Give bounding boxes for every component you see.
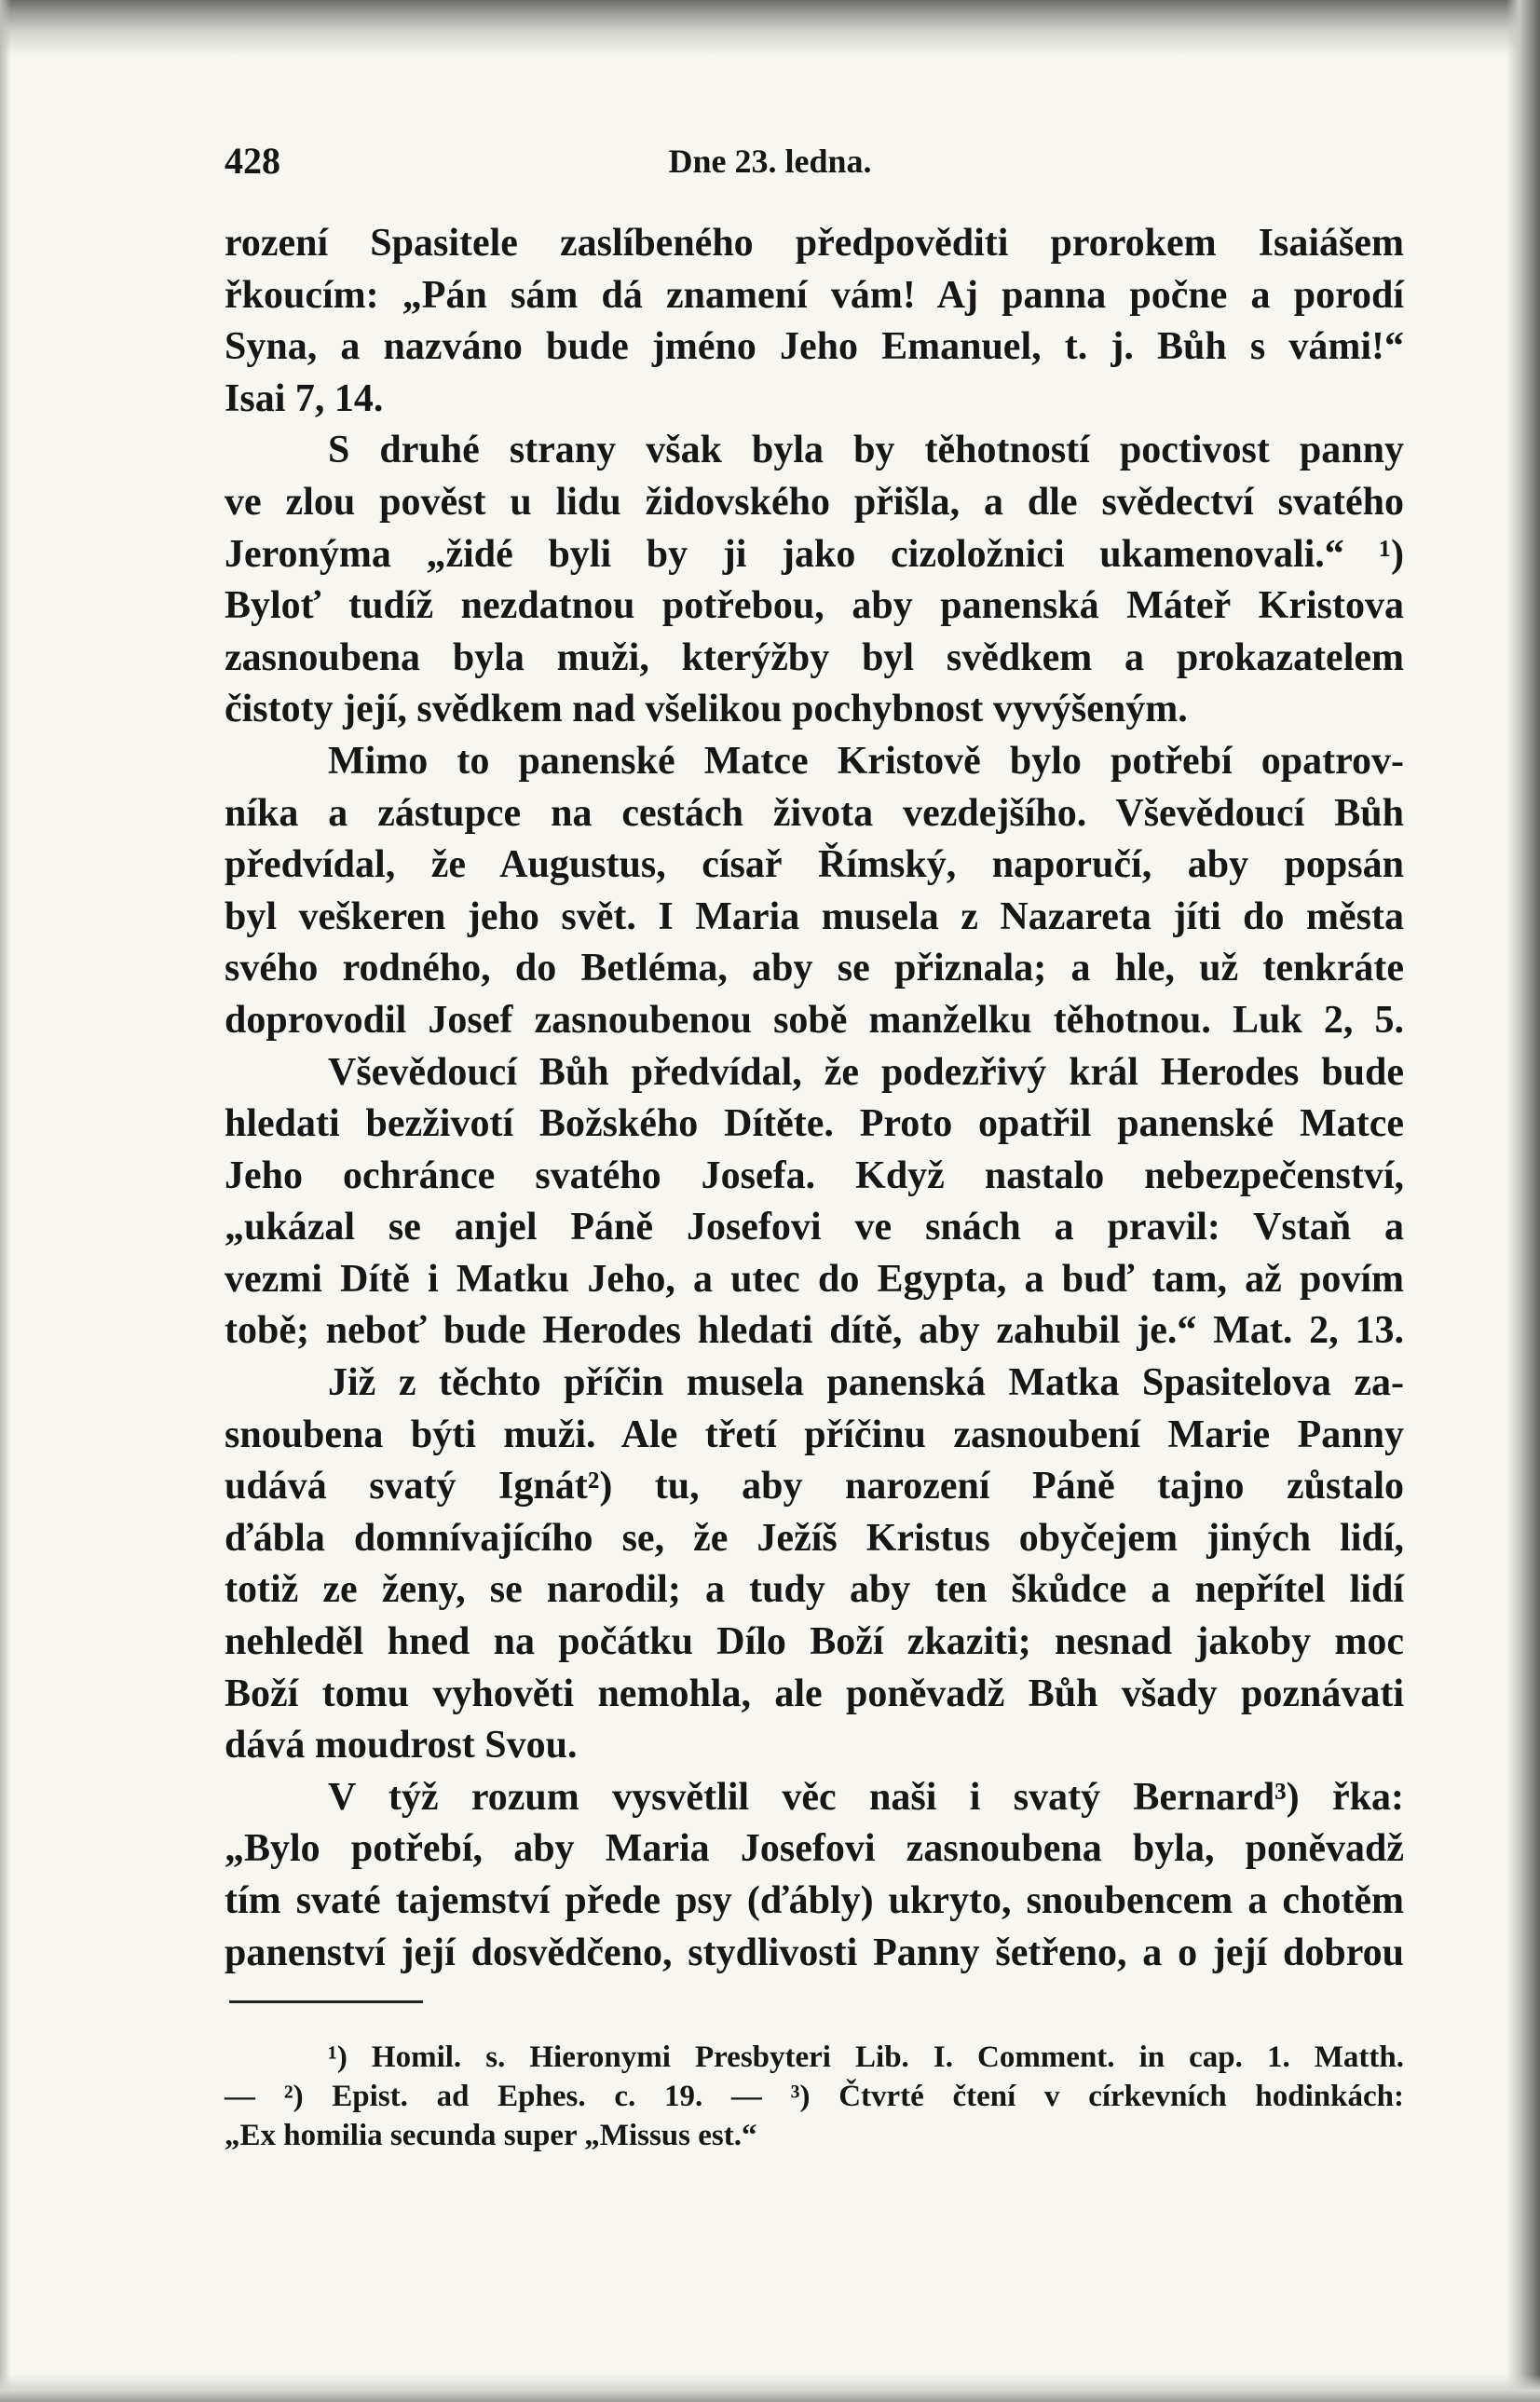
text-line: ďábla domnívajícího se, že Ježíš Kristus obyčejem jiných lidí, (225, 1516, 1404, 1560)
scan-shadow-top (0, 0, 1540, 56)
text-line: rození Spasitele zaslíbeného předpověditi prorokem Isaiášem (225, 222, 1404, 265)
text-line: „ukázal se anjel Páně Josefovi ve snách a pravil: Vstaň a (225, 1206, 1404, 1249)
text-line: Isai 7, 14. (225, 376, 384, 420)
text-line: řkoucím: „Pán sám dá znamení vám! Aj panna počne a porodí (225, 273, 1404, 317)
text-line: doprovodil Josef zasnoubenou sobě manželku těhotnou. Luk 2, 5. (225, 998, 1404, 1042)
text-line: svého rodného, do Betléma, aby se přiznala; a hle, už tenkráte (225, 947, 1404, 990)
text-line: V týž rozum vysvětlil věc naši i svatý Bernard³) řka: (328, 1775, 1404, 1819)
scan-shadow-right (1506, 0, 1540, 2402)
text-line: Již z těchto příčin musela panenská Matka Spasitelova za- (328, 1361, 1404, 1405)
text-line: totiž ze ženy, se narodil; a tudy aby ten škůdce a nepřítel lidí (225, 1568, 1404, 1612)
page-number: 428 (225, 140, 280, 182)
text-line: udává svatý Ignát²) tu, aby narození Páně tajno zůstalo (225, 1465, 1404, 1508)
footnote-line: „Ex homilia secunda super „Missus est.“ (225, 2119, 757, 2152)
text-line: vezmi Dítě i Matku Jeho, a utec do Egypta, a buď tam, až povím (225, 1257, 1404, 1301)
footnote-rule (229, 2000, 423, 2003)
body-text (225, 218, 1404, 1979)
text-line: níka a zástupce na cestách života vezdejšího. Vševědoucí Bůh (225, 791, 1404, 835)
text-line: dává moudrost Svou. (225, 1724, 578, 1767)
text-line: Mimo to panenské Matce Kristově bylo potřebí opatrov- (328, 739, 1404, 783)
footnote-line: — ²) Epist. ad Ephes. c. 19. — ³) Čtvrté čtení v církevních hodinkách: (225, 2080, 1404, 2113)
text-line: Vševědoucí Bůh předvídal, že podezřivý král Herodes bude (328, 1050, 1404, 1094)
text-line: hledati bezživotí Božského Dítěte. Proto opatřil panenské Matce (225, 1102, 1404, 1146)
footnote-line: ¹) Homil. s. Hieronymi Presbyteri Lib. I. Comment. in cap. 1. Matth. (328, 2040, 1404, 2074)
text-line: tobě; neboť bude Herodes hledati dítě, aby zahubil je.“ Mat. 2, 13. (225, 1309, 1404, 1353)
footnotes (225, 2038, 1404, 2155)
text-line: byl veškeren jeho svět. I Maria musela z Nazareta jíti do města (225, 894, 1404, 938)
text-line: zasnoubena byla muži, kterýžby byl svědkem a prokazatelem (225, 635, 1404, 679)
text-line: čistoty její, svědkem nad všelikou pochybnost vyvýšeným. (225, 688, 1188, 731)
text-line: Jeronýma „židé byli by ji jako cizoložnici ukamenovali.“ ¹) (225, 532, 1404, 576)
running-head: Dne 23. ledna. (668, 143, 872, 180)
scan-shadow-bottom (0, 2374, 1540, 2402)
text-line: „Bylo potřebí, aby Maria Josefovi zasnoubena byla, poněvadž (225, 1827, 1404, 1871)
text-line: snoubena býti muži. Ale třetí příčinu zasnoubení Marie Panny (225, 1413, 1404, 1456)
text-line: Syna, a nazváno bude jméno Jeho Emanuel, t. j. Bůh s vámi!“ (225, 325, 1404, 369)
text-line: ve zlou pověst u lidu židovského přišla, a dle svědectví svatého (225, 480, 1404, 524)
text-line: Jeho ochránce svatého Josefa. Když nastalo nebezpečenství, (225, 1153, 1404, 1197)
text-line: S druhé strany však byla by těhotností poctivost panny (328, 429, 1404, 472)
text-line: Boží tomu vyhověti nemohla, ale poněvadž Bůh všady poznávati (225, 1672, 1404, 1715)
text-line: předvídal, že Augustus, císař Římský, naporučí, aby popsán (225, 843, 1404, 887)
text-line: panenství její dosvědčeno, stydlivosti Panny šetřeno, a o její dobrou (225, 1931, 1404, 1974)
scan-shadow-left (0, 0, 11, 2402)
text-line: tím svaté tajemství přede psy (ďábly) ukryto, snoubencem a chotěm (225, 1879, 1404, 1922)
text-line: nehleděl hned na počátku Dílo Boží zkaziti; nesnad jakoby moc (225, 1620, 1404, 1664)
text-line: Byloť tudíž nezdatnou potřebou, aby panenská Máteř Kristova (225, 584, 1404, 628)
